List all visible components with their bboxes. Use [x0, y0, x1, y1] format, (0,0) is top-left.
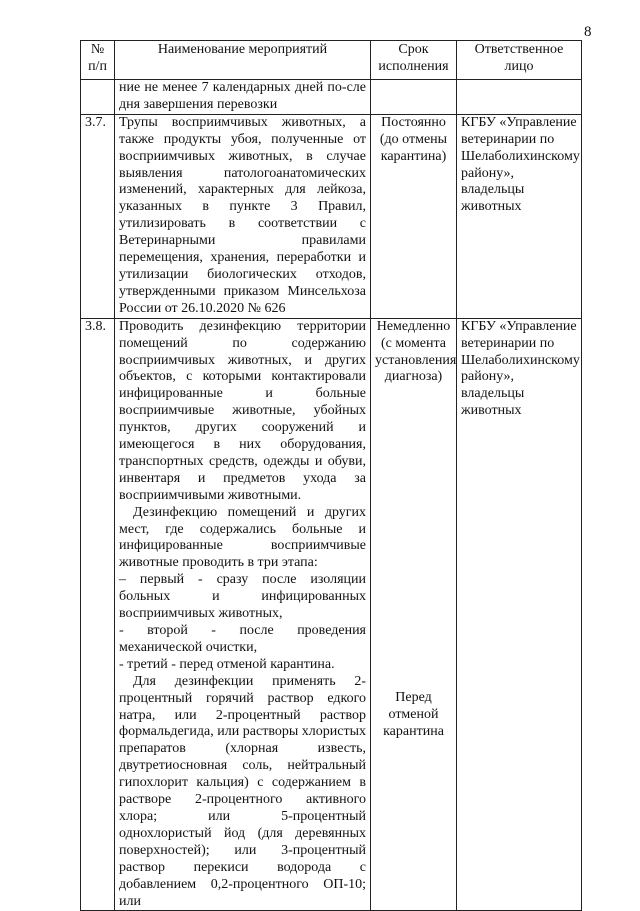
row-name: [115, 318, 371, 911]
header-name: Наименование мероприятий: [115, 41, 371, 80]
row-responsible: КГБУ «Управление ветеринарии по Шелаболихинскому району», владельцы животных: [457, 114, 582, 318]
term-text: Немедленно (с момента установления диагноза): [375, 318, 457, 385]
measures-table: [80, 40, 582, 911]
header-responsible: Ответственное лицо: [457, 41, 582, 80]
row-responsible: КГБУ «Управление ветеринарии по Шелаболихинскому району», владельцы животных: [457, 318, 582, 911]
table-row: [81, 80, 582, 115]
row-name: Трупы восприимчивых животных, а также продукты убоя, полученные от восприимчивых животных, в случае выявления патологоанатомических изменений, характерных для лейкоза, указанных в пункте 3 Правил, утилизировать в соответствии с Ветеринарными правилами перемещения, хранения, переработки и утилизации биологических отходов, утвержденными приказом Минсельхоза России от 26.10.2020 № 626: [115, 114, 371, 318]
paragraph: - второй - после проведения механической очистки,: [119, 623, 366, 655]
table-row: [81, 318, 582, 911]
table-header-row: [81, 41, 582, 80]
header-term: Срок исполнения: [371, 41, 457, 80]
row-responsible: [457, 80, 582, 115]
paragraph: Дезинфекцию помещений и других мест, где содержались больные и инфицированные восприимчивые животные проводить в три этапа:: [119, 504, 366, 571]
paragraph: – первый - сразу после изоляции больных и инфицированных восприимчивых животных,: [119, 572, 366, 622]
row-num: [81, 80, 115, 115]
paragraph: Проводить дезинфекцию территории помещений по содержанию восприимчивых животных, и других объектов, с которыми контактировали инфицированные и больные восприимчивые животные, убойных пунктов, других сооружений и имеющегося в них оборудования, транспортных средств, одежды и обуви, инвентаря и предметов ухода за восприимчивыми животными.: [119, 318, 366, 503]
row-num: 3.8.: [81, 318, 115, 911]
table-row: [81, 114, 582, 318]
paragraph: Для дезинфекции применять 2-процентный горячий раствор едкого натра, или 2-процентный раствор формальдегида, или растворы хлористых препаратов (хлорная известь, двутретиосновная соль, нейтральный гипохлорит кальция) с содержанием в растворе 2-процентного активного хлора; или 5-процентный однохлористый йод (для деревянных поверхностей); или 3-процентный раствор перекиси водорода с добавлением 0,2-процентного ОП-10; или: [119, 673, 366, 909]
row-term: Постоянно (до отмены карантина): [371, 114, 457, 318]
term-text-second: Перед отменой карантина: [383, 690, 444, 740]
row-term: [371, 80, 457, 115]
row-term: [371, 318, 457, 911]
page-number: 8: [584, 24, 592, 40]
paragraph: - третий - перед отменой карантина.: [119, 656, 335, 672]
row-num: 3.7.: [81, 114, 115, 318]
row-name: ние не менее 7 календарных дней по-сле дня завершения перевозки: [115, 80, 371, 115]
header-num: № п/п: [81, 41, 115, 80]
